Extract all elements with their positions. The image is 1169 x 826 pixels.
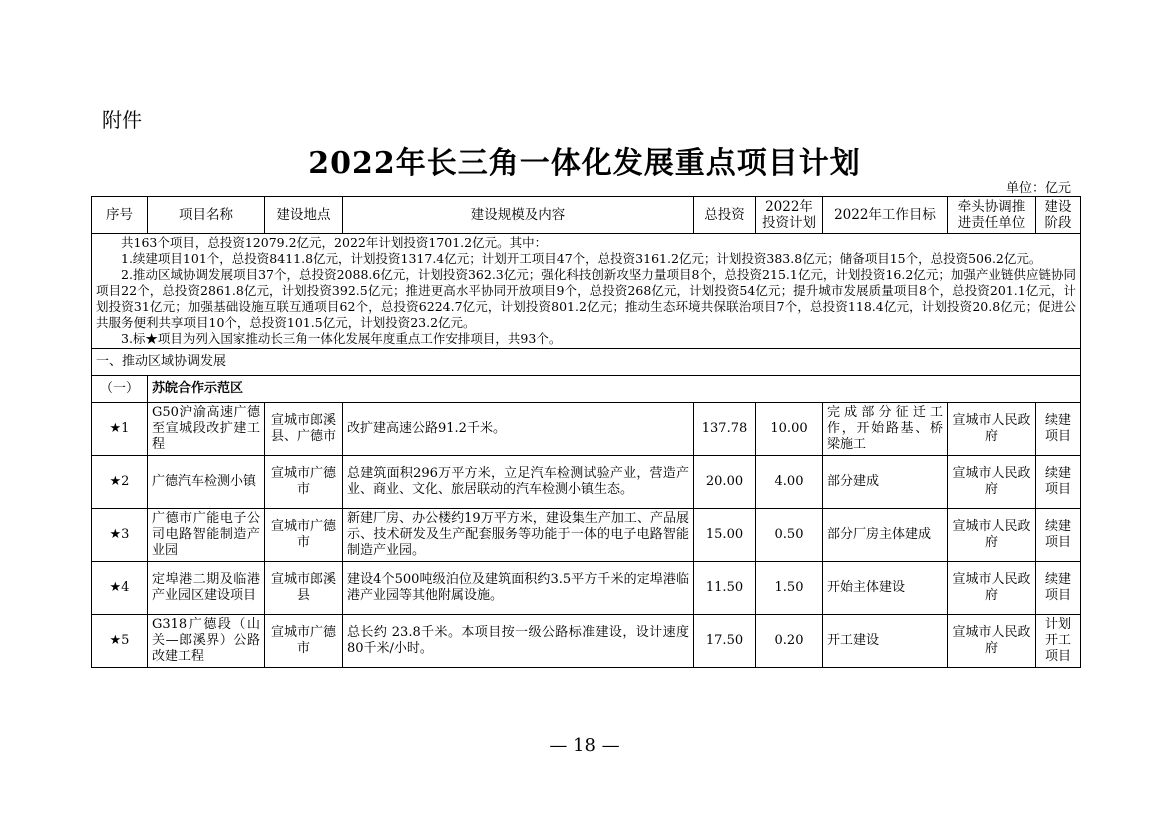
cell-name: 广德汽车检测小镇 (148, 456, 265, 509)
summary-line: 3.标★项目为列入国家推动长三角一体化发展年度重点工作安排项目，共93个。 (121, 331, 562, 346)
cell-name: 定埠港二期及临港产业园区建设项目 (148, 562, 265, 615)
cell-content: 建设4个500吨级泊位及建筑面积约3.5平方千米的定埠港临港产业园等其他附属设施。 (343, 562, 694, 615)
cell-content: 总建筑面积296万平方米，立足汽车检测试验产业，营造产业、商业、文化、旅居联动的汽车检测小镇生态。 (343, 456, 694, 509)
cell-content: 新建厂房、办公楼约19万平方米，建设集生产加工、产品展示、技术研发及生产配套服务等功能于一体的电子电路智能制造产业园。 (343, 509, 694, 562)
cell-location: 宣城市广德市 (265, 509, 343, 562)
section-heading: 一、推动区域协调发展 (92, 349, 1081, 376)
unit-note: 单位：亿元 (1005, 181, 1071, 196)
cell-plan: 10.00 (756, 403, 823, 456)
section-row (92, 349, 1081, 376)
cell-stage: 计划开工项目 (1036, 615, 1081, 668)
cell-total: 17.50 (694, 615, 756, 668)
col-header-goal: 2022年工作目标 (823, 197, 948, 234)
col-header-name: 项目名称 (148, 197, 265, 234)
table-row (92, 456, 1081, 509)
summary-line: 2.推动区域协调发展项目37个，总投资2088.6亿元，计划投资362.3亿元；强化科技创新攻坚力量项目8个，总投资215.1亿元，计划投资16.2亿元；加强产业链供应链协同项目22个，总投资2861.8亿元，计划投资392.5亿元；推进更高水平协同开放项目9个，总投资268亿元，计划投资54亿元；提升城市发展质量项目8个，总投资201.1亿元，计划投资31亿元；加强基础设施互联互通项目62个，总投资6224.7亿元，计划投资801.2亿元；推动生态环境共保联治项目7个，总投资118.4亿元，计划投资20.8亿元；促进公共服务便利共享项目10个，总投资101.5亿元，计划投资23.2亿元。 (96, 267, 1076, 330)
cell-goal: 开工建设 (823, 615, 948, 668)
cell-unit: 宣城市人民政府 (948, 456, 1036, 509)
cell-total: 137.78 (694, 403, 756, 456)
document-title: 2022年长三角一体化发展重点项目计划 (308, 146, 861, 181)
cell-content: 改扩建高速公路91.2千米。 (343, 403, 694, 456)
col-header-total: 总投资 (694, 197, 756, 234)
col-header-plan: 2022年投资计划 (756, 197, 823, 234)
col-header-unit: 牵头协调推进责任单位 (948, 197, 1036, 234)
subsection-name: 苏皖合作示范区 (152, 381, 244, 396)
cell-plan: 4.00 (756, 456, 823, 509)
cell-unit: 宣城市人民政府 (948, 615, 1036, 668)
table-row (92, 562, 1081, 615)
cell-no: ★4 (92, 562, 148, 615)
cell-unit: 宣城市人民政府 (948, 403, 1036, 456)
cell-content: 总长约 23.8千米。本项目按一级公路标准建设，设计速度80千米/小时。 (343, 615, 694, 668)
cell-total: 15.00 (694, 509, 756, 562)
summary-line: 共163个项目，总投资12079.2亿元，2022年计划投资1701.2亿元。其中： (121, 235, 548, 250)
summary-row (92, 234, 1081, 349)
page-number: — 18 — (549, 735, 620, 756)
cell-name: 广德市广能电子公司电路智能制造产业园 (148, 509, 265, 562)
cell-stage: 续建项目 (1036, 456, 1081, 509)
cell-location: 宣城市广德市 (265, 615, 343, 668)
cell-no: ★2 (92, 456, 148, 509)
cell-location: 宣城市郎溪县、广德市 (265, 403, 343, 456)
cell-plan: 0.20 (756, 615, 823, 668)
table-header-row (92, 197, 1081, 234)
cell-no: ★1 (92, 403, 148, 456)
cell-goal: 部分厂房主体建成 (823, 509, 948, 562)
summary-line: 1.续建项目101个，总投资8411.8亿元，计划投资1317.4亿元；计划开工项目47个，总投资3161.2亿元；计划投资383.8亿元；储备项目15个，总投资506.2亿元。 (121, 251, 1042, 266)
cell-stage: 续建项目 (1036, 403, 1081, 456)
table-row (92, 615, 1081, 668)
col-header-no: 序号 (92, 197, 148, 234)
cell-no: ★5 (92, 615, 148, 668)
cell-no: ★3 (92, 509, 148, 562)
col-header-stage: 建设阶段 (1036, 197, 1081, 234)
cell-location: 宣城市郎溪县 (265, 562, 343, 615)
subsection-row (92, 376, 1081, 403)
cell-unit: 宣城市人民政府 (948, 562, 1036, 615)
summary-cell (92, 234, 1081, 349)
attachment-label: 附件 (102, 108, 142, 132)
cell-goal: 完成部分征迁工作，开始路基、桥梁施工 (823, 403, 948, 456)
table-row (92, 509, 1081, 562)
cell-goal: 开始主体建设 (823, 562, 948, 615)
cell-location: 宣城市广德市 (265, 456, 343, 509)
table-row (92, 403, 1081, 456)
cell-total: 11.50 (694, 562, 756, 615)
subsection-heading (148, 376, 1081, 403)
cell-plan: 0.50 (756, 509, 823, 562)
cell-total: 20.00 (694, 456, 756, 509)
cell-stage: 续建项目 (1036, 562, 1081, 615)
subsection-number: （一） (92, 376, 148, 403)
col-header-location: 建设地点 (265, 197, 343, 234)
cell-name: G50沪渝高速广德至宣城段改扩建工程 (148, 403, 265, 456)
project-table (91, 196, 1081, 668)
cell-name: G318广德段（山关—郎溪界）公路改建工程 (148, 615, 265, 668)
col-header-content: 建设规模及内容 (343, 197, 694, 234)
cell-unit: 宣城市人民政府 (948, 509, 1036, 562)
cell-stage: 续建项目 (1036, 509, 1081, 562)
cell-plan: 1.50 (756, 562, 823, 615)
cell-goal: 部分建成 (823, 456, 948, 509)
